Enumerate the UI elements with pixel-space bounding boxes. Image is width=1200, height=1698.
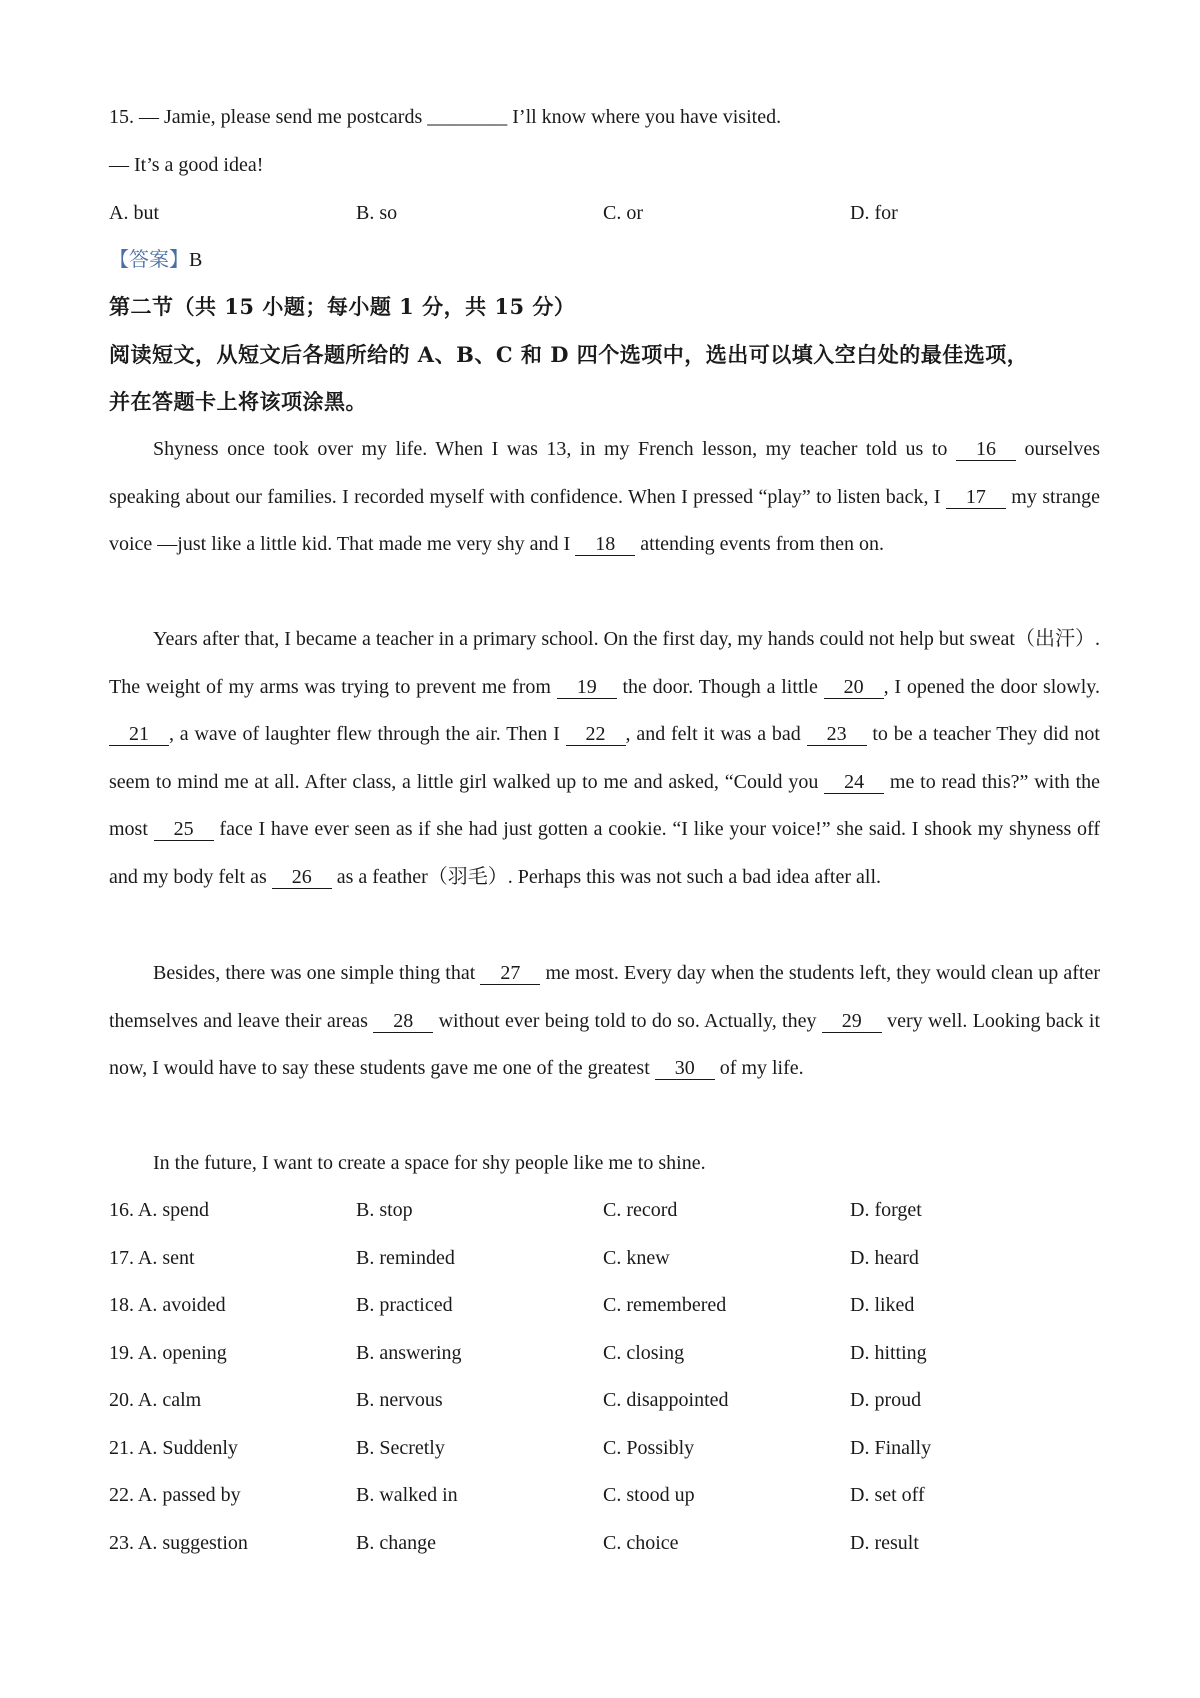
question-15-stem: 15. — Jamie, please send me postcards ________ I’ll know where you have visited. [109, 106, 782, 128]
option-c: C. closing [603, 1342, 685, 1364]
blank-21: 21 [109, 723, 169, 746]
passage-text: , and felt it was a bad [625, 723, 807, 746]
passage-text: Shyness once took over my life. When I was 13, in my French lesson, my teacher told us to [153, 438, 956, 460]
option-b: B. so [356, 202, 398, 224]
question-row [109, 1196, 1109, 1224]
passage-text: , a wave of laughter flew through the air. Then I [169, 723, 566, 746]
blank-26: 26 [272, 866, 332, 889]
blank-27: 27 [480, 962, 540, 985]
option-a: A. but [109, 202, 159, 224]
blank-20: 20 [824, 676, 884, 699]
option-c: C. or [603, 202, 643, 224]
passage-text: me most. Every day when the students left, they would clean up after themselves and leave their areas [109, 962, 1100, 1032]
answer-tag: 【答案】 [109, 249, 189, 271]
option-c: C. remembered [603, 1294, 727, 1316]
option-c: C. stood up [603, 1484, 695, 1506]
option-b: B. Secretly [356, 1437, 445, 1459]
blank-24: 24 [824, 771, 884, 794]
passage-text: Besides, there was one simple thing that [153, 962, 481, 984]
option-c: C. choice [603, 1532, 679, 1554]
passage-paragraph-2 [109, 616, 1100, 902]
blank-23: 23 [807, 723, 867, 746]
passage-text: my strange voice —just like a little kid. That made me very shy and I [109, 485, 1100, 556]
option-a: 17. A. sent [109, 1247, 195, 1269]
question-row [109, 1339, 1109, 1367]
section-instruction-1: 阅读短文，从短文后各题所给的 A、B、C 和 D 四个选项中，选出可以填入空白处的最佳选项， [109, 342, 1029, 367]
passage-paragraph-1 [109, 426, 1100, 569]
passage-text: the door. Though a little [616, 675, 824, 698]
passage-text: In the future, I want to create a space for shy people like me to shine. [153, 1152, 706, 1174]
option-d: D. heard [850, 1247, 919, 1269]
option-a: 18. A. avoided [109, 1294, 226, 1316]
option-c: C. Possibly [603, 1437, 695, 1459]
blank-28: 28 [373, 1010, 433, 1033]
blank-29: 29 [822, 1010, 882, 1033]
answer-value: B [189, 249, 203, 271]
option-a: 23. A. suggestion [109, 1532, 248, 1554]
blank-30: 30 [655, 1057, 715, 1080]
passage-text: of my life. [714, 1057, 804, 1080]
option-c: C. disappointed [603, 1389, 729, 1411]
blank-16: 16 [956, 438, 1016, 461]
question-row [109, 1386, 1109, 1414]
option-c: C. record [603, 1199, 678, 1221]
passage-text: , I opened the door slowly. [883, 675, 1100, 698]
passage-text: me to read this?” with the most [109, 770, 1100, 841]
passage-paragraph-4 [109, 1140, 1100, 1188]
option-d: D. for [850, 202, 898, 224]
option-d: D. set off [850, 1484, 925, 1506]
option-a: 20. A. calm [109, 1389, 202, 1411]
option-a: 19. A. opening [109, 1342, 227, 1364]
option-d: D. result [850, 1532, 919, 1554]
blank-19: 19 [557, 676, 617, 699]
answer-line [109, 246, 202, 274]
passage-text: ourselves speaking about our families. I recorded myself with confidence. When I pressed “play” to listen back, I [109, 438, 1100, 508]
passage-text: without ever being told to do so. Actually, they [433, 1009, 822, 1032]
question-row [109, 1529, 1109, 1557]
option-d: D. liked [850, 1294, 915, 1316]
option-d: D. forget [850, 1199, 922, 1221]
blank-18: 18 [575, 533, 635, 556]
passage-text: very well. Looking back it now, I would have to say these students gave me one of the greatest [109, 1009, 1100, 1080]
question-row [109, 1481, 1109, 1509]
blank-25: 25 [154, 818, 214, 841]
option-a: 16. A. spend [109, 1199, 209, 1221]
option-b: B. reminded [356, 1247, 455, 1269]
section-instruction-2: 并在答题卡上将该项涂黑。 [109, 389, 367, 414]
passage-text: as a feather（羽毛）. Perhaps this was not such a bad idea after all. [331, 865, 882, 888]
passage-text: Years after that, I became a teacher in a primary school. On the first day, my hands could not help but sweat（出汗）. The weight of my arms was trying to prevent me from [109, 628, 1100, 698]
passage-paragraph-3 [109, 950, 1100, 1093]
option-b: B. nervous [356, 1389, 443, 1411]
blank-17: 17 [946, 486, 1006, 509]
passage-text: to be a teacher They did not seem to mind me at all. After class, a little girl walked up to me and asked, “Could you [109, 723, 1100, 793]
option-a: 21. A. Suddenly [109, 1437, 238, 1459]
question-row [109, 1244, 1109, 1272]
question-15-options [109, 199, 1109, 227]
question-row [109, 1434, 1109, 1462]
question-15-reply: — It’s a good idea! [109, 154, 264, 176]
option-c: C. knew [603, 1247, 670, 1269]
question-row [109, 1291, 1109, 1319]
option-d: D. Finally [850, 1437, 932, 1459]
option-b: B. answering [356, 1342, 462, 1364]
option-b: B. change [356, 1532, 436, 1554]
passage-text: attending events from then on. [635, 533, 885, 556]
section-title: 第二节（共 15 小题；每小题 1 分，共 15 分） [109, 294, 576, 319]
option-b: B. stop [356, 1199, 413, 1221]
option-d: D. proud [850, 1389, 922, 1411]
option-b: B. walked in [356, 1484, 458, 1506]
option-d: D. hitting [850, 1342, 927, 1364]
option-b: B. practiced [356, 1294, 453, 1316]
option-a: 22. A. passed by [109, 1484, 241, 1506]
blank-22: 22 [566, 723, 626, 746]
passage-text: face I have ever seen as if she had just gotten a cookie. “I like your voice!” she said. I shook my shyness off and my body felt as [109, 818, 1100, 888]
